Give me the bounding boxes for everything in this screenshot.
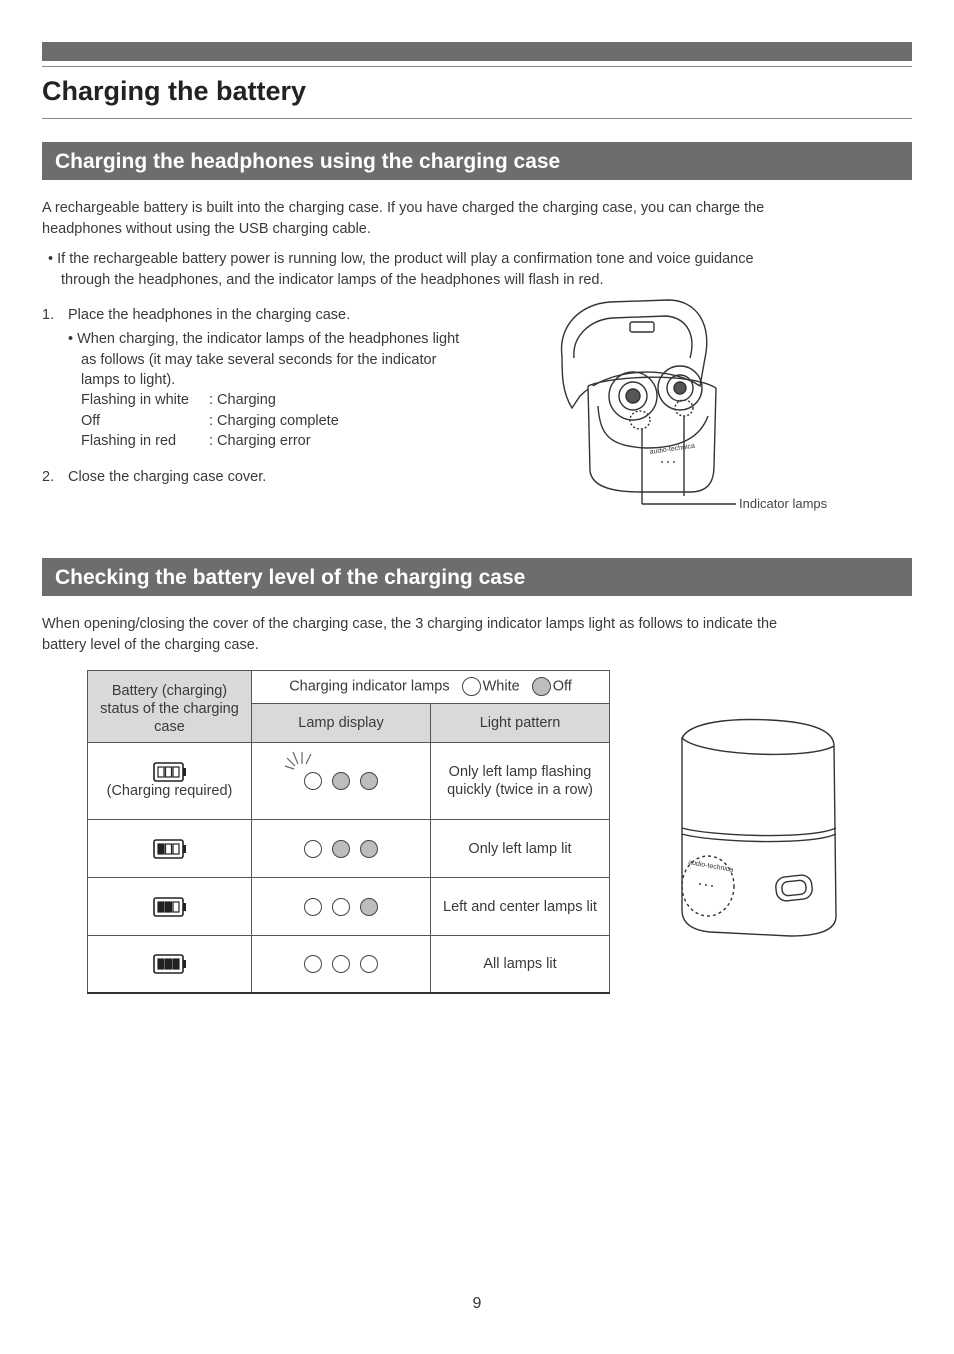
right-lamp-off <box>360 840 378 858</box>
header-lamps-cell <box>252 671 610 704</box>
status-value: : Charging <box>209 392 276 408</box>
status-label: Flashing in red <box>81 433 177 449</box>
legend-white-lamp-icon <box>462 677 481 696</box>
center-lamp-lit <box>332 898 350 916</box>
step-1 <box>42 307 350 323</box>
left-lamp-lit <box>304 840 322 858</box>
header-lamps-label: Charging indicator lamps <box>289 678 450 695</box>
page-title: Charging the battery <box>42 76 307 106</box>
table-header-row <box>88 671 610 704</box>
lamp-display-cell <box>252 936 431 993</box>
right-lamp-lit <box>360 955 378 973</box>
intro-line: When opening/closing the cover of the charging case, the 3 charging indicator lamps light as follows to indicate the <box>42 616 778 632</box>
lamp-display-cell <box>252 878 431 936</box>
step-number: 1. <box>42 307 55 323</box>
battery-full-icon <box>153 954 187 974</box>
step-2 <box>42 469 266 485</box>
legend-off-lamp-icon <box>532 677 551 696</box>
intro-line: battery level of the charging case. <box>42 636 259 653</box>
title-rule <box>42 118 912 119</box>
low-battery-note <box>48 249 754 290</box>
right-lamp-off <box>360 772 378 790</box>
indicator-lamps-callout: Indicator lamps <box>739 496 828 511</box>
section-header-charging-headphones <box>42 142 912 180</box>
flash-rays-icon <box>283 750 319 772</box>
header-rule <box>42 66 912 67</box>
legend-white-label: White <box>482 678 520 695</box>
pattern-cell: Only left lamp flashing quickly (twice in a row) <box>431 743 610 820</box>
table-row <box>88 743 610 820</box>
lamp-status-list <box>81 390 339 452</box>
step-text: Place the headphones in the charging case. <box>68 307 351 323</box>
center-lamp-off <box>332 840 350 858</box>
status-row <box>81 411 339 432</box>
closed-case-illustration <box>670 716 845 946</box>
bullet-line: • When charging, the indicator lamps of the headphones light <box>68 331 460 347</box>
left-lamp-lit <box>304 955 322 973</box>
status-cell <box>88 936 252 993</box>
status-cell <box>88 743 252 820</box>
step-text: Close the charging case cover. <box>68 469 267 485</box>
note-line: through the headphones, and the indicator lamps of the headphones will flash in red. <box>61 271 604 288</box>
bullet-line: as follows (it may take several seconds for the indicator <box>81 351 437 368</box>
battery-one-third-icon <box>153 839 187 859</box>
open-case-illustration <box>550 296 750 516</box>
left-lamp-lit <box>304 898 322 916</box>
bullet-line: lamps to light). <box>81 372 176 388</box>
header-bar <box>42 42 912 61</box>
step-number: 2. <box>42 469 55 485</box>
left-lamp-flashing <box>304 772 322 790</box>
status-value: : Charging error <box>209 433 311 449</box>
battery-two-thirds-icon <box>153 897 187 917</box>
status-value: : Charging complete <box>209 412 339 429</box>
pattern-cell: Only left lamp lit <box>431 820 610 878</box>
section2-intro <box>42 614 902 655</box>
section-title: Checking the battery level of the charging case <box>55 566 526 589</box>
battery-level-table <box>87 670 610 994</box>
lamp-display-cell <box>252 743 431 820</box>
right-lamp-off <box>360 898 378 916</box>
status-cell <box>88 878 252 936</box>
header-status-cell: Battery (charging) status of the charging case <box>88 671 252 743</box>
lamp-display-cell <box>252 820 431 878</box>
status-row <box>81 431 339 452</box>
col-lamp-display: Lamp display <box>252 703 431 742</box>
intro-line: headphones without using the USB charging cable. <box>42 220 371 237</box>
section-header-battery-level <box>42 558 912 596</box>
case-brand-logo: audio-technica <box>687 859 734 874</box>
col-light-pattern: Light pattern <box>431 703 610 742</box>
flashing-lamp-group <box>299 772 327 790</box>
status-text: (Charging required) <box>106 783 233 799</box>
pattern-cell: Left and center lamps lit <box>431 878 610 936</box>
status-label: Off <box>81 412 101 429</box>
legend-off-label: Off <box>552 678 572 695</box>
table-row <box>88 820 610 878</box>
step1-bullet <box>68 329 459 391</box>
note-line: • If the rechargeable battery power is running low, the product will play a confirmation tone and voice guidance <box>48 251 754 267</box>
center-lamp-off <box>332 772 350 790</box>
status-cell <box>88 820 252 878</box>
pattern-cell: All lamps lit <box>431 936 610 993</box>
table-row <box>88 936 610 993</box>
section-title: Charging the headphones using the charging case <box>55 150 561 173</box>
battery-empty-icon <box>153 762 187 782</box>
case-brand-logo: audio-technica <box>649 442 696 456</box>
table-row <box>88 878 610 936</box>
intro-line: A rechargeable battery is built into the charging case. If you have charged the charging case, you can charge the <box>42 200 765 216</box>
page-number: 9 <box>472 1295 482 1312</box>
status-row <box>81 390 339 411</box>
section1-intro <box>42 198 902 239</box>
status-label: Flashing in white <box>81 392 189 408</box>
center-lamp-lit <box>332 955 350 973</box>
